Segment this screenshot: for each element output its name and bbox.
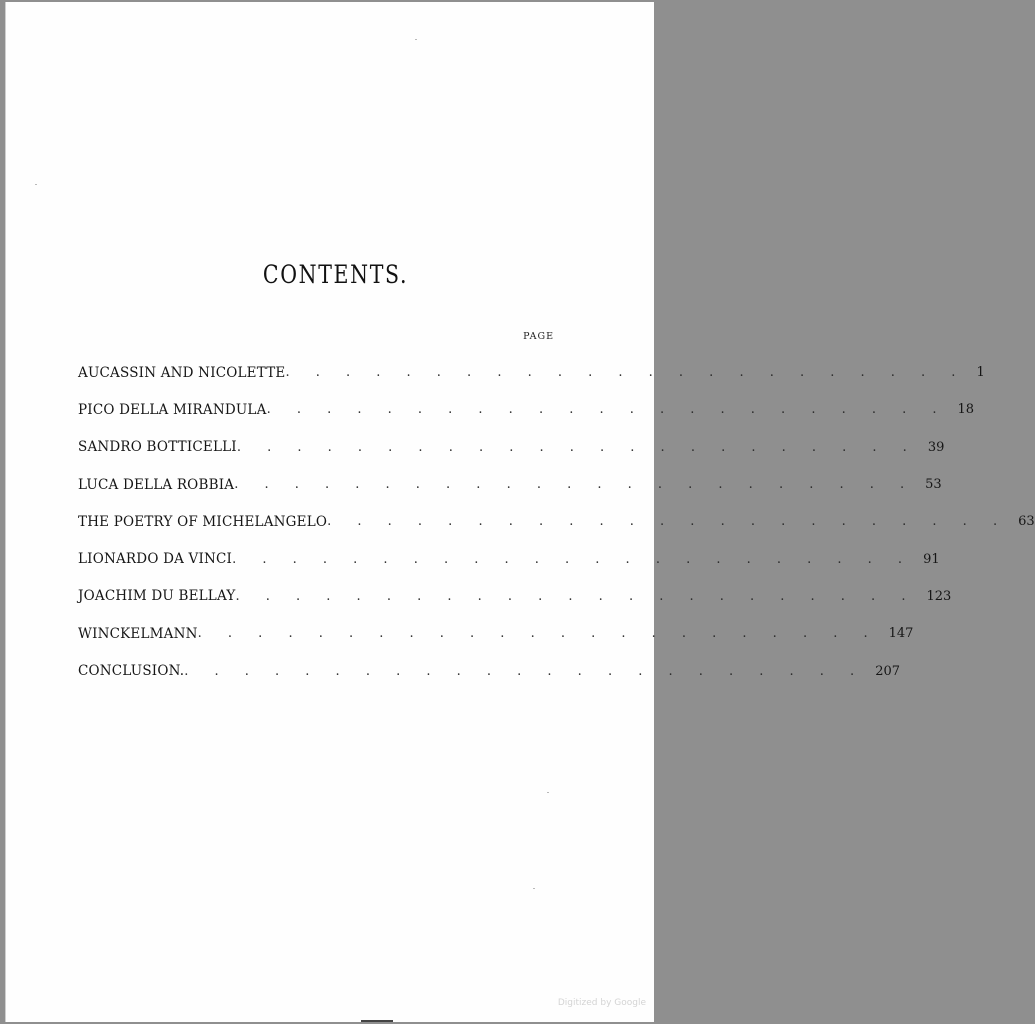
leader-dots: . . . . . . . . . . . . . . . . . . . . . . . [234,477,916,493]
page-column-label: PAGE [523,331,554,342]
toc-entry-title: PICO DELLA MIRANDULA [78,401,267,418]
toc-entry-title: SANDRO BOTTICELLI [78,439,237,456]
toc-entry-page: 1 [976,365,985,381]
toc-entry [78,354,985,391]
toc-entry-page: 53 [925,477,942,493]
toc-entry-page: 91 [923,551,940,567]
toc-entry-page: 63 [1018,514,1035,530]
toc-entry-title: LUCA DELLA ROBBIA [78,476,235,493]
toc-entry-title: WINCKELMANN [78,625,198,642]
toc-entry [78,578,952,615]
toc-entry-title: THE POETRY OF MICHELANGELO [78,513,328,530]
scan-speck [547,792,549,793]
toc-entry-title: CONCLUSION. [78,663,185,680]
toc-entry [78,429,945,466]
toc-entry-title: AUCASSIN AND NICOLETTE [78,364,286,381]
leader-dots: . . . . . . . . . . . . . . . . . . . . . . . [197,626,879,642]
toc-entry-page: 123 [926,588,952,604]
toc-entry-title: LIONARDO DA VINCI [78,551,233,568]
leader-dots: . . . . . . . . . . . . . . . . . . . . . . . [184,663,866,679]
toc-entry-title: JOACHIM DU BELLAY [78,588,236,605]
leader-dots: . . . . . . . . . . . . . . . . . . . . . . . [236,439,918,455]
leader-dots: . . . . . . . . . . . . . . . . . . . . . . . [285,365,967,381]
scan-speck [415,39,417,40]
toc-entry [78,540,940,577]
leader-dots: . . . . . . . . . . . . . . . . . . . . . . . [266,402,948,418]
leader-dots: . . . . . . . . . . . . . . . . . . . . . . . [327,514,1009,530]
toc-entry [78,615,914,652]
leader-dots: . . . . . . . . . . . . . . . . . . . . . . . [232,551,914,567]
toc-entry-page: 18 [957,402,975,418]
table-of-contents [78,354,1035,690]
digitized-watermark: Digitized by Google [557,998,646,1008]
toc-entry [78,466,942,503]
scan-speck [35,184,37,185]
toc-entry-page: 147 [888,626,914,642]
toc-entry [78,503,1035,540]
leader-dots: . . . . . . . . . . . . . . . . . . . . . . . [235,588,917,604]
scan-speck [533,888,535,889]
bottom-rule [361,1020,393,1022]
toc-entry-page: 207 [875,663,901,679]
contents-heading: CONTENTS. [262,260,409,289]
toc-entry-page: 39 [927,439,945,455]
toc-entry [78,391,975,428]
book-page [5,2,1035,1022]
toc-entry [78,652,901,689]
